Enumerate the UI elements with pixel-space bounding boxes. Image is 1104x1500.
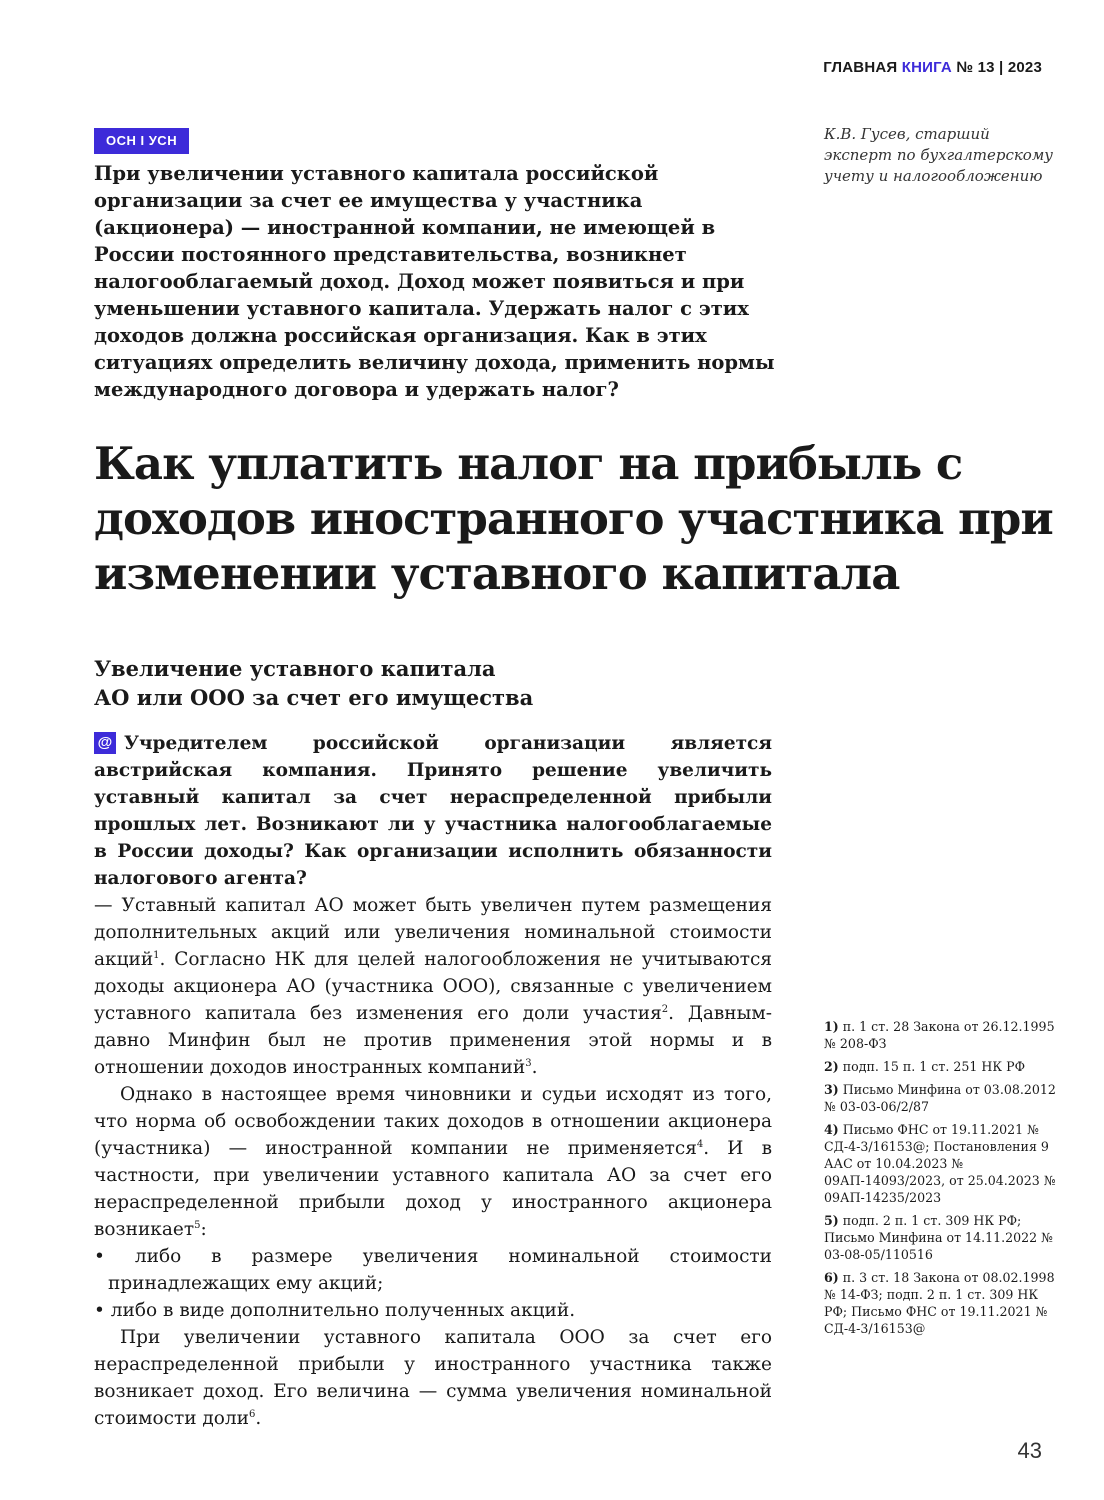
running-header <box>823 59 1042 76</box>
footnote-text: п. 1 ст. 28 Закона от 26.12.1995 № 208-ФЗ <box>824 1019 1055 1051</box>
footnote-number: 3) <box>824 1082 839 1097</box>
footnote-ref-6: 6 <box>249 1409 256 1420</box>
at-sign-icon: @ <box>94 732 116 754</box>
footnote-text: Письмо ФНС от 19.11.2021 № СД-4-3/16153@; Постановления 9 ААС от 10.04.2023 № 09АП-14093/2023, от 25.04.2023 № 09АП-14235/2023 <box>824 1122 1056 1205</box>
brand-name: ГЛАВНАЯ <box>823 59 898 76</box>
bullet-item: • либо в размере увеличения номинальной стоимости принадлежащих ему акций; <box>94 1246 772 1294</box>
footnote <box>824 1058 1064 1075</box>
text-run: . Согласно НК для целей налогообложения не учитываются доходы акционера АО (участника ООО), связанные с увеличением уставного капитала без изменения его доли участия <box>94 949 772 1024</box>
brand-name-accent: КНИГА <box>901 59 952 76</box>
text-run: — Уставный капитал АО может быть увеличен путем размещения дополнительных акций или увеличения номинальной стоимости акций <box>94 895 772 970</box>
footnote-number: 5) <box>824 1213 839 1228</box>
footnote <box>824 1212 1064 1263</box>
footnote-ref-2: 2 <box>661 1004 669 1015</box>
section-heading-line2: АО или ООО за счет его имущества <box>94 685 534 710</box>
section-heading-line1: Увеличение уставного капитала <box>94 656 496 681</box>
page-number: 43 <box>1017 1438 1042 1463</box>
footnote <box>824 1121 1064 1206</box>
text-run: . <box>531 1057 538 1078</box>
footnote-ref-1: 1 <box>153 950 160 961</box>
answer-paragraph-1 <box>94 892 772 1081</box>
footnote-text: подп. 15 п. 1 ст. 251 НК РФ <box>838 1059 1026 1074</box>
footnote-text: подп. 2 п. 1 ст. 309 НК РФ; Письмо Минфина от 14.11.2022 № 03-08-05/110516 <box>824 1213 1054 1262</box>
issue-info: № 13 | 2023 <box>956 59 1042 76</box>
footnote-ref-3: 3 <box>525 1058 532 1069</box>
footnote <box>824 1018 1064 1052</box>
section-heading <box>94 654 694 712</box>
text-run: . Давным-давно Минфин был не против применения этой нормы и в отношении доходов иностранных компаний <box>94 1003 772 1078</box>
reader-question <box>94 730 772 892</box>
text-run: : <box>200 1219 207 1240</box>
text-run: . И в частности, при увеличении уставного капитала АО за счет его нераспределенной прибыли доход у иностранного акционера возникает <box>94 1138 772 1240</box>
tax-regime-tag: ОСН I УСН <box>94 128 189 154</box>
footnote <box>824 1269 1064 1337</box>
footnote-text: п. 3 ст. 18 Закона от 08.02.1998 № 14-ФЗ; подп. 2 п. 1 ст. 309 НК РФ; Письмо ФНС от 19.11.2021 № СД-4-3/16153@ <box>824 1270 1055 1336</box>
lead-paragraph: При увеличении уставного капитала российской организации за счет ее имущества у участника (акционера) — иностранной компании, не имеющей в России постоянного представительства, возникнет налогооблагаемый доход. Доход может появиться и при уменьшении уставного капитала. Удержать налог с этих доходов должна российская организация. Как в этих ситуациях определить величину дохода, применить нормы международного договора и удержать налог? <box>94 162 775 401</box>
footnote-ref-5: 5 <box>194 1220 201 1231</box>
text-run: При увеличении уставного капитала ООО за счет его нераспределенной прибыли у иностранного участника также возникает доход. Его величина — сумма увеличения номинальной стоимости доли <box>94 1327 772 1429</box>
footnote-number: 2) <box>824 1059 839 1074</box>
question-text: Учредителем российской организации является австрийская компания. Принято решение увеличить уставный капитал за счет нераспределенной прибыли прошлых лет. Возникают ли у участника налогооблагаемые в России доходы? Как организации исполнить обязанности налогового агента? <box>94 733 772 889</box>
footnote <box>824 1081 1064 1115</box>
text-run: Однако в настоящее время чиновники и судьи исходят из того, что норма об освобождении таких доходов в отношении акционера (участника) — иностранной компании не применяется <box>94 1084 772 1159</box>
article-body <box>94 730 772 1432</box>
answer-paragraph-2 <box>94 1081 772 1243</box>
answer-paragraph-3 <box>94 1324 772 1432</box>
bullet-item: • либо в виде дополнительно полученных акций. <box>94 1300 576 1321</box>
footnote-number: 4) <box>824 1122 839 1137</box>
footnote-text: Письмо Минфина от 03.08.2012 № 03-03-06/2/87 <box>824 1082 1056 1114</box>
author-credit: К.В. Гусев, старший эксперт по бухгалтерскому учету и налогообложению <box>824 125 1053 185</box>
article-title: Как уплатить налог на прибыль с доходов иностранного участника при изменении уставного капитала <box>94 437 1053 600</box>
footnote-number: 6) <box>824 1270 839 1285</box>
text-run: . <box>255 1408 262 1429</box>
footnotes-sidebar <box>824 1018 1064 1343</box>
footnote-ref-4: 4 <box>696 1139 704 1150</box>
footnote-number: 1) <box>824 1019 839 1034</box>
